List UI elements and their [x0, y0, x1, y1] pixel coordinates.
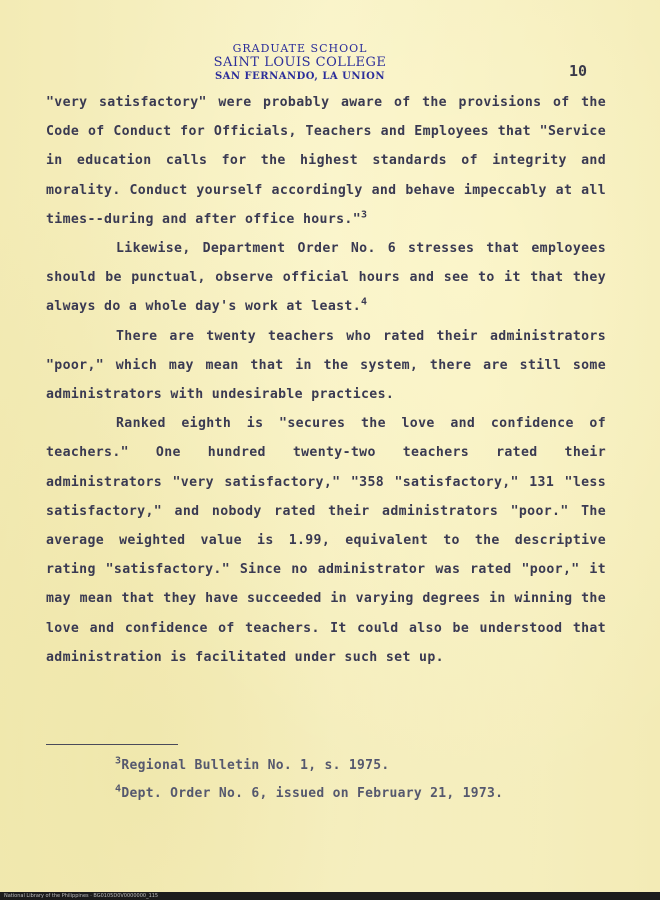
- paragraph-text: Ranked eighth is "secures the love and confidence of teachers." One hundred twenty-two teachers rated their administrators "very satisfactory," "358 "satisfactory," 131 "less satisfactory," and nobody rated their administrators "poor." The average weighted value is 1.99, equivalent to the descriptive rating "satisfactory." Since no administrator was rated "poor," it may mean that they have succeeded in varying degrees in winning the love and confidence of teachers. It could also be understood that administration is facilitated under such set up.: [46, 416, 606, 665]
- paragraph-text: There are twenty teachers who rated their administrators "poor," which may mean that in the system, there are still some administrators with undesirable practices.: [46, 328, 606, 403]
- scan-footer-strip: [0, 892, 660, 900]
- document-body: [46, 88, 606, 672]
- letterhead-graduate-school: GRADUATE SCHOOL: [232, 42, 368, 55]
- letterhead-location: SAN FERNANDO, LA UNION: [214, 71, 386, 82]
- footnote-3: [115, 752, 615, 780]
- footnote-reference: 3: [361, 209, 368, 221]
- footnote-text: Dept. Order No. 6, issued on February 21, 1973.: [121, 786, 504, 801]
- footnote-mark: 4: [115, 783, 122, 795]
- scan-footer-text: National Library of the Philippines · BG0105D0V0000000_115: [4, 893, 159, 899]
- letterhead: [0, 43, 600, 82]
- footnote-mark: 3: [115, 755, 122, 767]
- paragraph-text: Likewise, Department Order No. 6 stresses that employees should be punctual, observe official hours and see to it that they always do a whole day's work at least.: [46, 241, 606, 315]
- paragraph-4: [46, 409, 606, 672]
- page-number: 10: [569, 62, 588, 80]
- paragraph-text: "very satisfactory" were probably aware of the provisions of the Code of Conduct for Officials, Teachers and Employees that "Service in education calls for the highest standards of integrity and morality. Conduct yourself accordingly and behave impeccably at all times--during and after office hours.": [46, 95, 606, 227]
- footnote-reference: 4: [361, 297, 368, 309]
- footnotes: [115, 752, 615, 808]
- paragraph-2: [46, 234, 606, 322]
- letterhead-college-name: SAINT LOUIS COLLEGE: [213, 55, 387, 70]
- paragraph-1: [46, 88, 606, 234]
- footnote-text: Regional Bulletin No. 1, s. 1975.: [121, 758, 390, 773]
- footnote-4: [115, 780, 615, 808]
- paragraph-3: [46, 322, 606, 410]
- footnote-divider: [46, 744, 178, 745]
